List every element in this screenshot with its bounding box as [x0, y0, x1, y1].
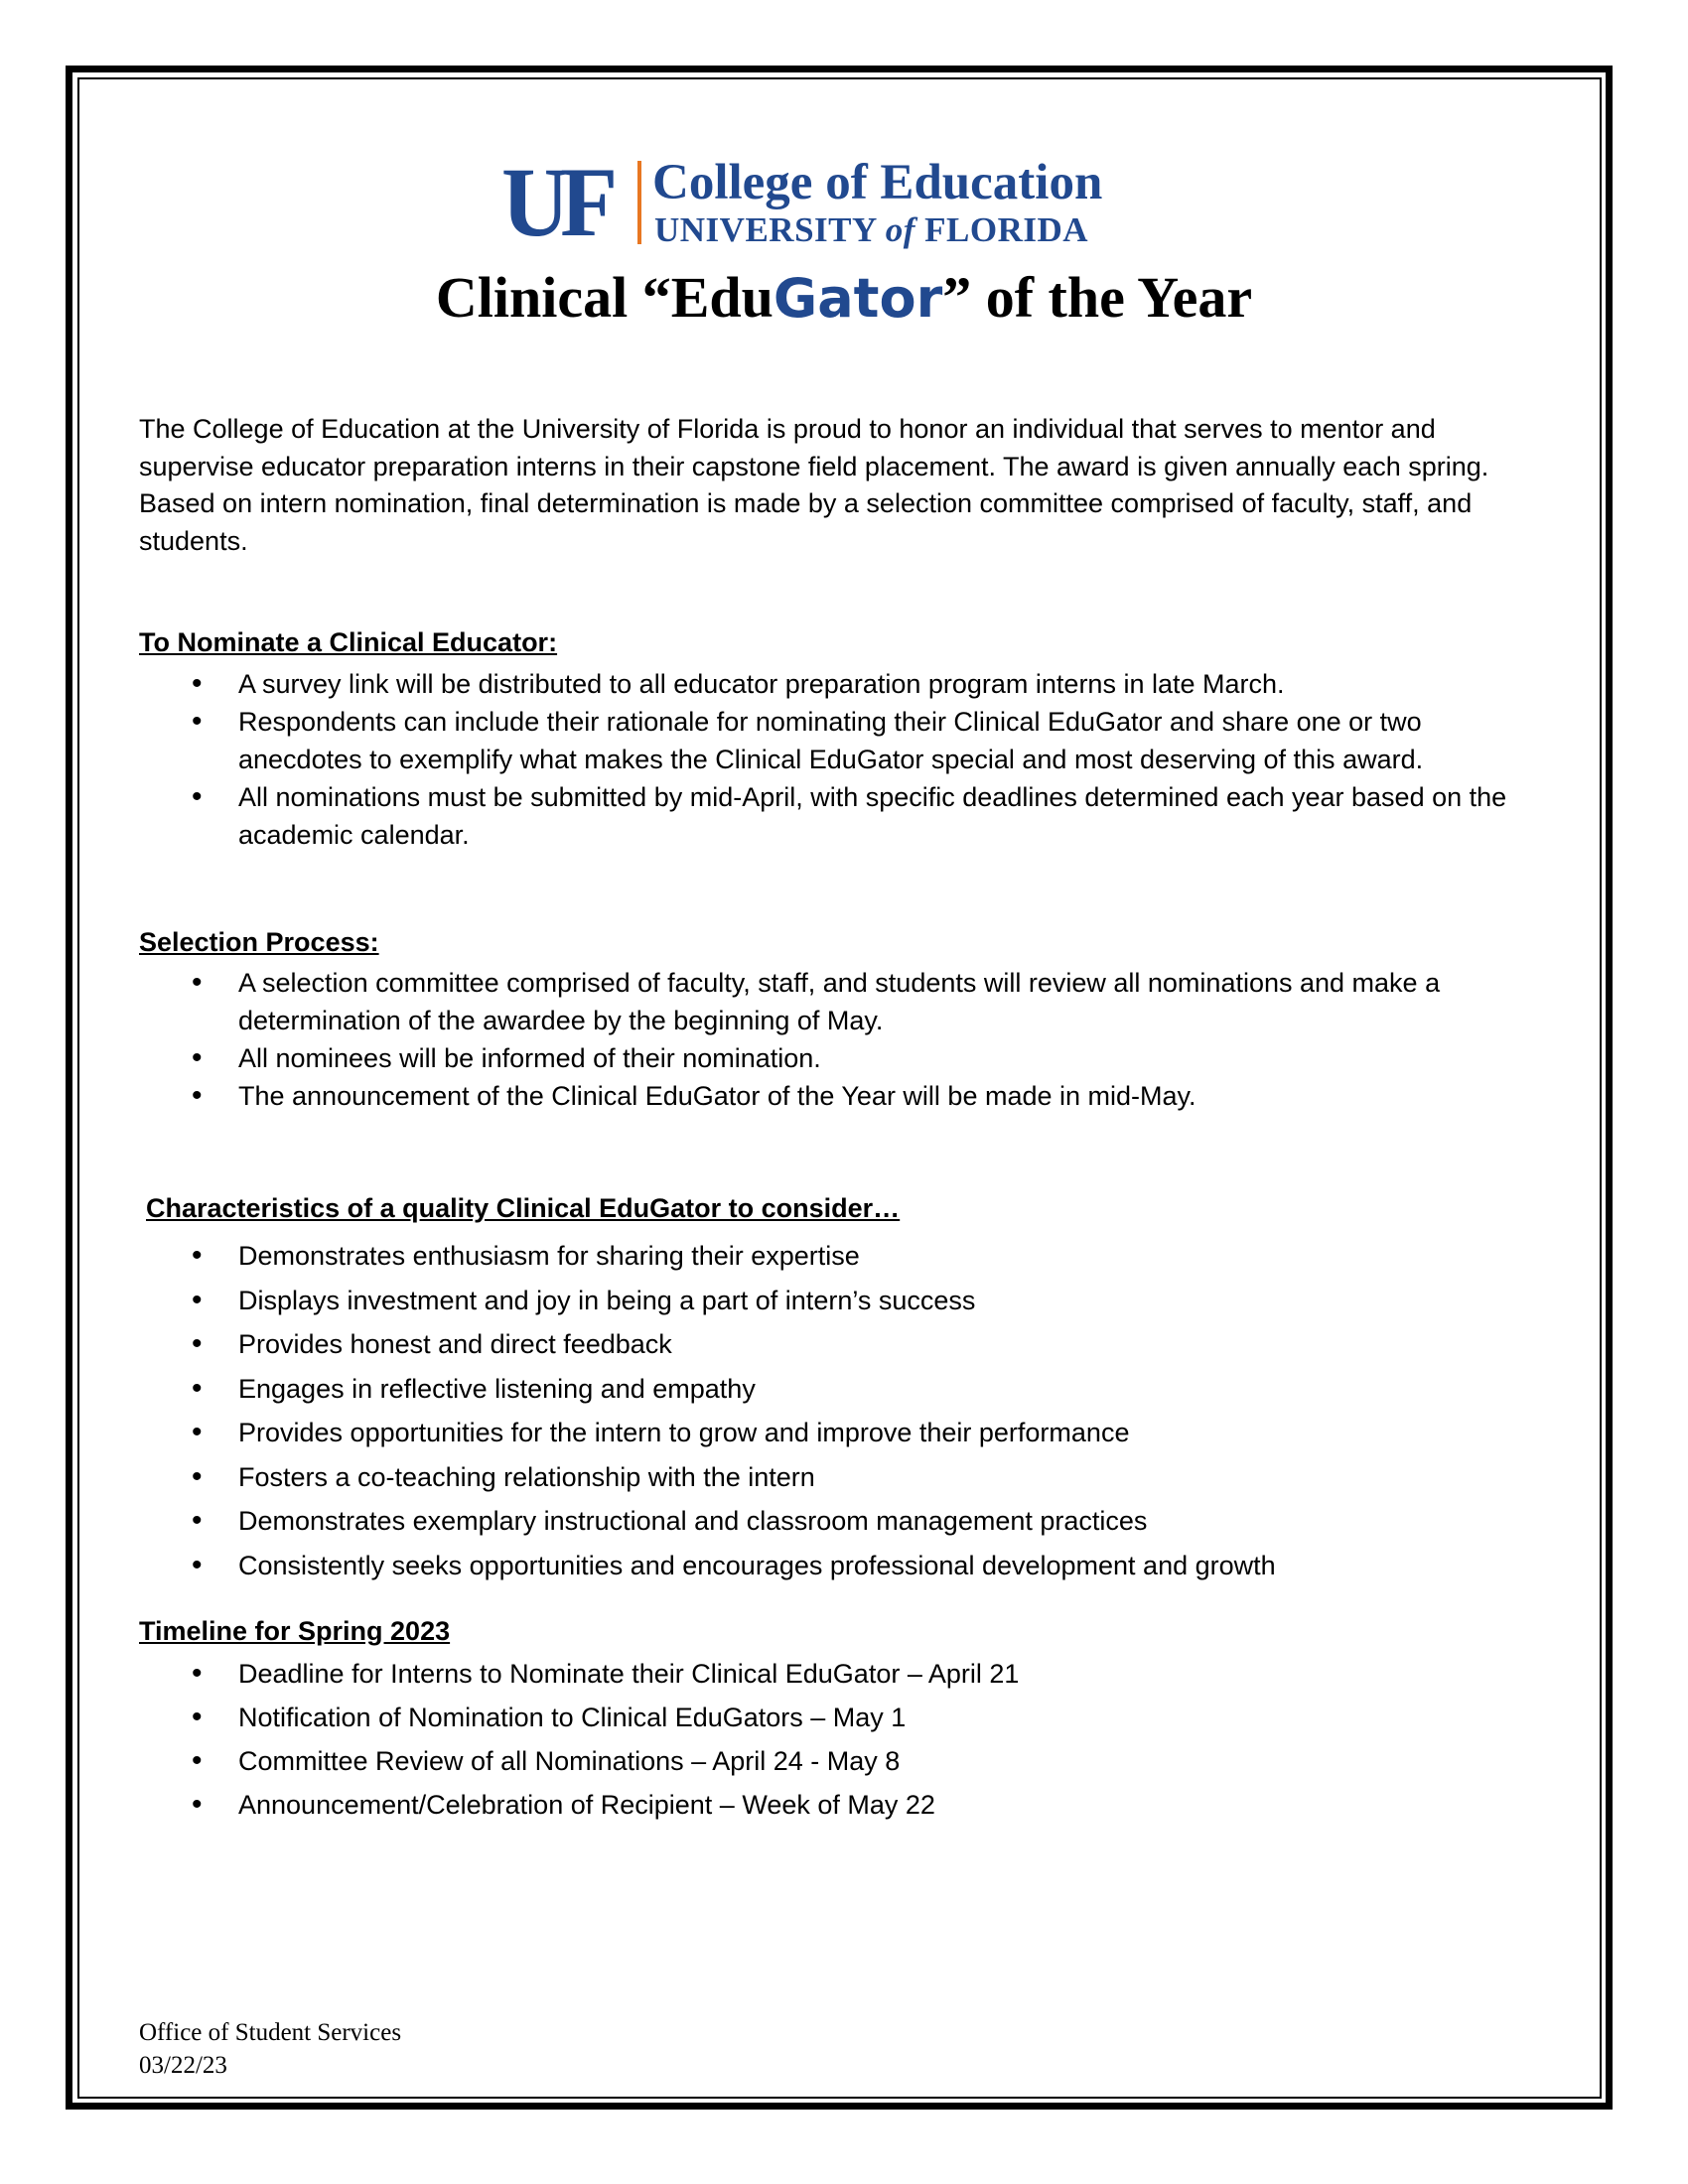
footer	[139, 2016, 401, 2082]
logo-college-name: College of Education	[652, 155, 1103, 210]
list-item: • Deadline for Interns to Nominate their Clinical EduGator – April 21	[139, 1652, 1529, 1696]
list-item: • A survey link will be distributed to all educator preparation program interns in late March.	[139, 665, 1529, 703]
characteristics-heading: Characteristics of a quality Clinical EduGator to consider…	[146, 1193, 901, 1223]
logo-uf-mark: UF	[501, 147, 609, 257]
page-title: Clinical “EduGator” of the Year	[435, 265, 1253, 330]
footer-date: 03/22/23	[139, 2052, 227, 2079]
list-item: • Provides opportunities for the intern to grow and improve their performance	[139, 1411, 1529, 1455]
logo-divider	[637, 161, 641, 244]
list-item: • Consistently seeks opportunities and encourages professional development and growth	[139, 1544, 1529, 1588]
nominate-list	[139, 665, 1529, 854]
list-item: • All nominees will be informed of their nomination.	[139, 1039, 1529, 1077]
selection-heading: Selection Process:	[139, 927, 379, 957]
intro-paragraph: The College of Education at the University of Florida is proud to honor an individual that serves to mentor and supervise educator preparation interns in their capstone field placement. The award is given annually each spring. Based on intern nomination, final determination is made by a selection committee comprised of faculty, staff, and students.	[139, 414, 1489, 556]
list-item: • Committee Review of all Nominations – April 24 - May 8	[139, 1739, 1529, 1783]
list-item: • The announcement of the Clinical EduGator of the Year will be made in mid-May.	[139, 1077, 1529, 1115]
characteristics-list	[139, 1234, 1529, 1587]
timeline-list	[139, 1652, 1529, 1827]
list-item: • Demonstrates enthusiasm for sharing their expertise	[139, 1234, 1529, 1279]
list-item: • Displays investment and joy in being a part of intern’s success	[139, 1279, 1529, 1323]
title-gator-word: Gator	[773, 267, 943, 330]
list-item: • Announcement/Celebration of Recipient – Week of May 22	[139, 1783, 1529, 1827]
list-item: • Provides honest and direct feedback	[139, 1322, 1529, 1367]
list-item: • Engages in reflective listening and empathy	[139, 1367, 1529, 1412]
list-item: • A selection committee comprised of faculty, staff, and students will review all nominations and make a determination of the awardee by the beginning of May.	[139, 964, 1529, 1039]
list-item: • All nominations must be submitted by mid-April, with specific deadlines determined each year based on the academic calendar.	[139, 778, 1529, 854]
list-item: • Notification of Nomination to Clinical EduGators – May 1	[139, 1696, 1529, 1739]
footer-office: Office of Student Services	[139, 2019, 402, 2046]
logo-university-name: UNIVERSITY of FLORIDA	[654, 210, 1089, 249]
list-item: • Fosters a co-teaching relationship with the intern	[139, 1455, 1529, 1500]
timeline-heading: Timeline for Spring 2023	[139, 1616, 451, 1646]
nominate-heading: To Nominate a Clinical Educator:	[139, 627, 558, 657]
list-item: • Respondents can include their rationale for nominating their Clinical EduGator and share one or two anecdotes to exemplify what makes the Clinical EduGator special and most deserving of this award.	[139, 703, 1529, 778]
selection-list	[139, 964, 1529, 1115]
list-item: • Demonstrates exemplary instructional and classroom management practices	[139, 1499, 1529, 1544]
